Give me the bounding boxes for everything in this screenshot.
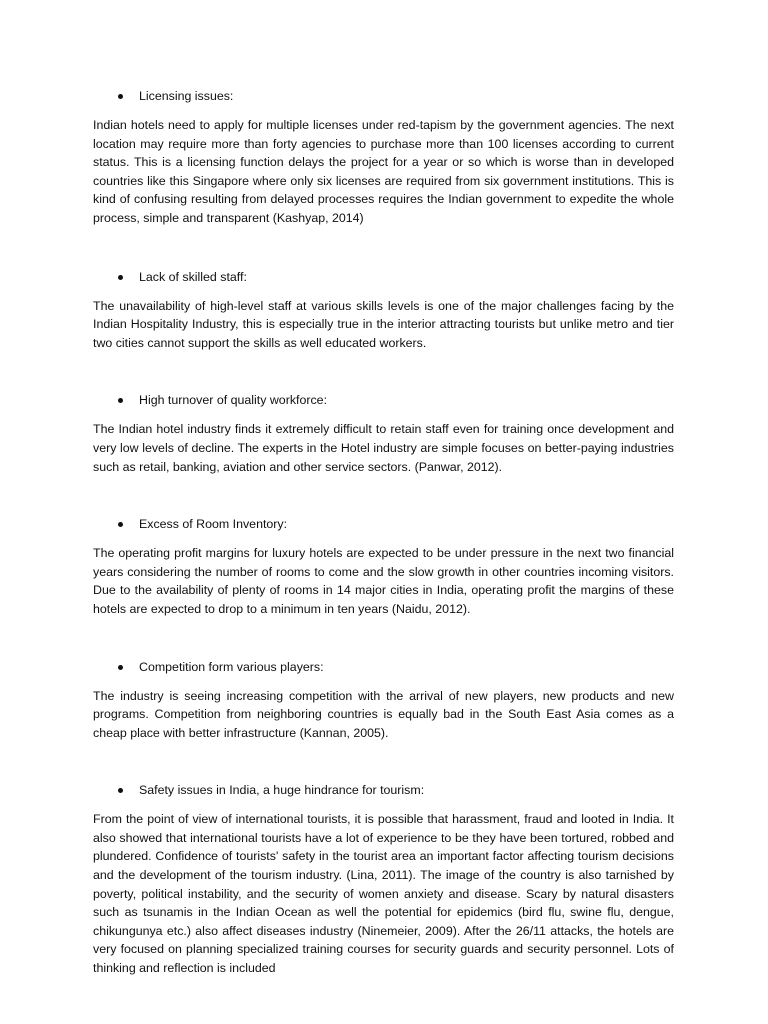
- section-safety-issues: [93, 780, 674, 977]
- bullet-heading: [93, 514, 674, 534]
- bullet-heading: [93, 86, 674, 106]
- bullet-heading: [93, 657, 674, 677]
- heading-text: High turnover of quality workforce:: [139, 393, 328, 408]
- bullet-icon: [118, 788, 123, 793]
- section-high-turnover: [93, 390, 674, 476]
- section-competition: [93, 657, 674, 743]
- paragraph: From the point of view of international tourists, it is possible that harassment, fraud and looted in India. It also showed that international tourists have a lot of experience to be they have been tortured, robbed and plundered. Confidence of tourists' safety in the tourist area an important factor affecting tourism decisions and the development of the tourism industry. (Lina, 2011). The image of the country is also tarnished by poverty, political instability, and the security of women anxiety and disease. Scary by natural disasters such as tsunamis in the Indian Ocean as well the potential for epidemics (bird flu, swine flu, dengue, chikungunya etc.) also affect diseases industry (Ninemeier, 2009). After the 26/11 attacks, the hotels are very focused on planning specialized training courses for security guards and security personnel. Lots of thinking and reflection is included: [93, 812, 674, 976]
- heading-text: Safety issues in India, a huge hindrance for tourism:: [139, 783, 425, 798]
- document-page: [93, 86, 674, 978]
- paragraph: The industry is seeing increasing competition with the arrival of new players, new products and new programs. Competition from neighboring countries is equally bad in the South East Asia comes as a cheap place with better infrastructure (Kannan, 2005).: [93, 688, 674, 740]
- paragraph: Indian hotels need to apply for multiple licenses under red-tapism by the government agencies. The next location may require more than forty agencies to purchase more than 100 licenses according to current status. This is a licensing function delays the project for a year or so which is worse than in developed countries like this Singapore where only six licenses are required from six government institutions. This is kind of confusing resulting from delayed processes requires the Indian government to expedite the whole process, simple and transparent (Kashyap, 2014): [93, 118, 674, 225]
- bullet-icon: [118, 522, 123, 527]
- section-excess-room-inventory: [93, 514, 674, 618]
- section-licensing-issues: [93, 86, 674, 228]
- heading-text: Excess of Room Inventory:: [139, 517, 288, 532]
- heading-text: Competition form various players:: [139, 659, 324, 674]
- heading-text: Lack of skilled staff:: [139, 269, 247, 284]
- bullet-icon: [118, 665, 123, 670]
- bullet-icon: [118, 275, 123, 280]
- bullet-heading: [93, 780, 674, 800]
- paragraph: The unavailability of high-level staff at various skills levels is one of the major challenges facing by the Indian Hospitality Industry, this is especially true in the interior attracting tourists but unlike metro and tier two cities cannot support the skills as well educated workers.: [93, 298, 674, 350]
- paragraph: The operating profit margins for luxury hotels are expected to be under pressure in the next two financial years considering the number of rooms to come and the slow growth in other countries incoming visitors. Due to the availability of plenty of rooms in 14 major cities in India, operating profit the margins of these hotels are expected to drop to a minimum in ten years (Naidu, 2012).: [93, 546, 674, 616]
- bullet-icon: [118, 94, 123, 99]
- heading-text: Licensing issues:: [139, 89, 234, 103]
- paragraph: The Indian hotel industry finds it extremely difficult to retain staff even for training once development and very low levels of decline. The experts in the Hotel industry are simple focuses on better-paying industries such as retail, banking, aviation and other service sectors. (Panwar, 2012).: [93, 422, 674, 474]
- bullet-heading: [93, 390, 674, 410]
- bullet-heading: [93, 267, 674, 287]
- section-lack-of-skilled-staff: [93, 267, 674, 353]
- bullet-icon: [118, 398, 123, 403]
